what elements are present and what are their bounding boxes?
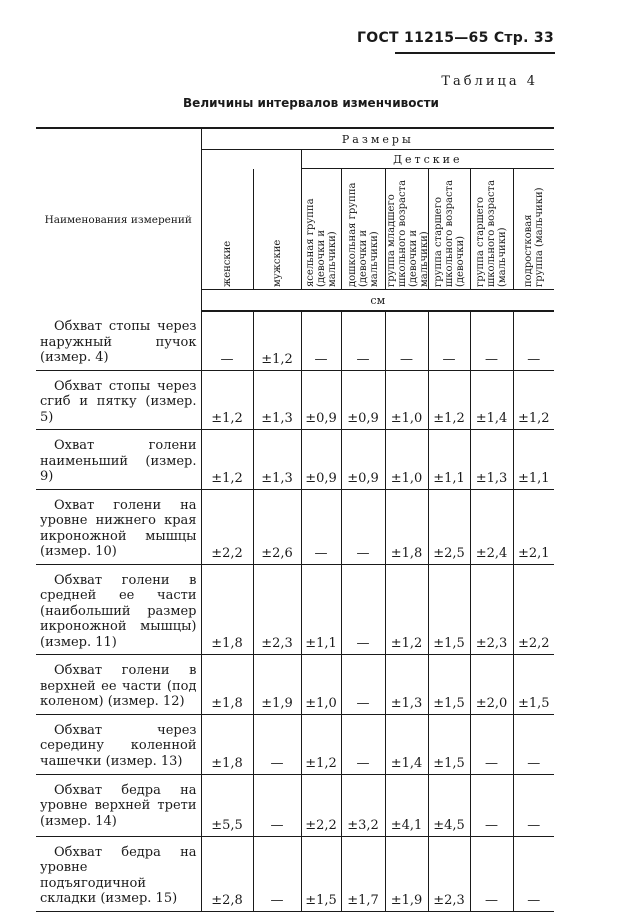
value-cell: — xyxy=(470,311,513,370)
column-header-text: мужские xyxy=(271,239,283,287)
value-cell: ±1,0 xyxy=(385,370,428,430)
value-cell: — xyxy=(253,714,301,774)
value-cell: — xyxy=(513,311,554,370)
value-cell: — xyxy=(341,655,385,715)
value-cell: ±2,6 xyxy=(253,489,301,564)
value-cell: ±1,9 xyxy=(385,836,428,911)
value-cell: ±1,2 xyxy=(301,714,341,774)
column-header-text: женские xyxy=(221,240,233,287)
value-cell: ±4,5 xyxy=(428,774,470,836)
value-cell: — xyxy=(385,311,428,370)
column-header-text: группа младшего школьного возраста (девочки и мальчики) xyxy=(385,179,430,287)
value-cell: ±1,3 xyxy=(253,430,301,490)
measurement-name xyxy=(36,655,201,715)
value-cell: — xyxy=(513,836,554,911)
measurement-name-text: Обхват бедра на уровне верхней трети (измер. 14) xyxy=(40,782,197,829)
value-cell: ±0,9 xyxy=(341,370,385,430)
value-cell: ±1,1 xyxy=(513,430,554,490)
value-cell: ±2,8 xyxy=(201,836,253,911)
value-cell: ±1,2 xyxy=(428,370,470,430)
measurement-name xyxy=(36,430,201,490)
value-cell: ±1,1 xyxy=(301,564,341,655)
value-cell: — xyxy=(470,774,513,836)
value-cell: ±1,7 xyxy=(341,836,385,911)
value-cell: ±1,8 xyxy=(201,655,253,715)
measurement-name-text: Обхват через середину коленной чашечки (измер. 13) xyxy=(40,722,197,769)
column-header xyxy=(201,169,253,290)
value-cell: — xyxy=(513,774,554,836)
value-cell: ±1,5 xyxy=(428,564,470,655)
value-cell: ±1,2 xyxy=(201,430,253,490)
sizes-header: Размеры xyxy=(201,128,554,150)
value-cell: ±1,3 xyxy=(385,655,428,715)
table-row xyxy=(36,311,554,370)
table-container xyxy=(36,127,554,912)
name-column-header xyxy=(36,128,201,311)
value-cell: ±0,9 xyxy=(301,430,341,490)
value-cell: ±1,0 xyxy=(385,430,428,490)
value-cell: — xyxy=(341,311,385,370)
table-row xyxy=(36,774,554,836)
variability-table xyxy=(36,127,554,912)
value-cell: ±2,5 xyxy=(428,489,470,564)
value-cell: — xyxy=(301,311,341,370)
value-cell: ±2,2 xyxy=(201,489,253,564)
value-cell: ±1,4 xyxy=(385,714,428,774)
table-row xyxy=(36,370,554,430)
childrens-header: Детские xyxy=(301,150,554,169)
value-cell: ±1,1 xyxy=(428,430,470,490)
value-cell: ±2,2 xyxy=(513,564,554,655)
value-cell: ±1,4 xyxy=(470,370,513,430)
measurement-name xyxy=(36,564,201,655)
value-cell: ±2,2 xyxy=(301,774,341,836)
table-row xyxy=(36,430,554,490)
value-cell: — xyxy=(341,564,385,655)
table-number: Таблица 4 xyxy=(441,74,538,89)
value-cell: — xyxy=(341,714,385,774)
value-cell: ±1,5 xyxy=(428,714,470,774)
column-header xyxy=(428,169,470,290)
value-cell: ±1,0 xyxy=(301,655,341,715)
value-cell: — xyxy=(253,774,301,836)
page-header: ГОСТ 11215—65 Стр. 33 xyxy=(357,30,554,46)
value-cell: ±1,2 xyxy=(253,311,301,370)
column-header xyxy=(341,169,385,290)
column-header xyxy=(385,169,428,290)
measurement-name xyxy=(36,311,201,370)
value-cell: ±1,9 xyxy=(253,655,301,715)
value-cell: ±0,9 xyxy=(341,430,385,490)
measurement-name-text: Обхват голени в средней ее части (наибольший размер икроножной мышцы) (измер. 11) xyxy=(40,572,197,650)
value-cell: ±2,0 xyxy=(470,655,513,715)
measurement-name-text: Обхват голени в верхней ее части (под коленом) (измер. 12) xyxy=(40,663,197,709)
value-cell: ±3,2 xyxy=(341,774,385,836)
value-cell: — xyxy=(253,836,301,911)
value-cell: ±2,1 xyxy=(513,489,554,564)
table-row xyxy=(36,836,554,911)
value-cell: ±5,5 xyxy=(201,774,253,836)
table-caption: Величины интервалов изменчивости xyxy=(183,96,439,110)
value-cell: ±1,2 xyxy=(201,370,253,430)
unit-header: см xyxy=(201,290,554,312)
measurement-name-text: Обхват стопы через сгиб и пятку (измер. 5) xyxy=(40,378,197,425)
column-header-text: группа старшего школьного возраста (мальчики) xyxy=(475,179,508,287)
column-header xyxy=(301,169,341,290)
measurement-name xyxy=(36,714,201,774)
value-cell: ±1,3 xyxy=(470,430,513,490)
value-cell: — xyxy=(341,489,385,564)
value-cell: ±2,3 xyxy=(470,564,513,655)
measurement-name xyxy=(36,370,201,430)
value-cell: — xyxy=(513,714,554,774)
measurement-name-text: Охват голени наименьший (измер. 9) xyxy=(40,438,197,484)
value-cell: ±1,8 xyxy=(385,489,428,564)
value-cell: — xyxy=(470,836,513,911)
value-cell: ±1,2 xyxy=(385,564,428,655)
column-header xyxy=(470,169,513,290)
value-cell: ±4,1 xyxy=(385,774,428,836)
measurement-name xyxy=(36,489,201,564)
column-header-text: дошкольная группа (девочки и мальчики) xyxy=(346,182,380,287)
column-header-text: группа старшего школьного возраста (девочки) xyxy=(432,179,466,287)
value-cell: — xyxy=(428,311,470,370)
measurement-name xyxy=(36,836,201,911)
table-row xyxy=(36,655,554,715)
column-header-text: подростковая группа (мальчики) xyxy=(522,187,545,287)
value-cell: ±1,5 xyxy=(513,655,554,715)
value-cell: ±1,8 xyxy=(201,564,253,655)
adult-header-spacer xyxy=(201,150,301,169)
value-cell: ±0,9 xyxy=(301,370,341,430)
value-cell: ±1,3 xyxy=(253,370,301,430)
measurement-name xyxy=(36,774,201,836)
column-header xyxy=(513,169,554,290)
table-row xyxy=(36,489,554,564)
column-header xyxy=(253,169,301,290)
table-row xyxy=(36,714,554,774)
value-cell: ±2,3 xyxy=(428,836,470,911)
value-cell: — xyxy=(470,714,513,774)
header-rule xyxy=(395,52,555,54)
value-cell: — xyxy=(201,311,253,370)
value-cell: — xyxy=(301,489,341,564)
measurement-name-text: Обхват стопы через наружный пучок (измер. 4) xyxy=(40,319,197,365)
value-cell: ±1,8 xyxy=(201,714,253,774)
value-cell: ±2,4 xyxy=(470,489,513,564)
value-cell: ±1,2 xyxy=(513,370,554,430)
value-cell: ±2,3 xyxy=(253,564,301,655)
value-cell: ±1,5 xyxy=(428,655,470,715)
column-header-text: ясельная группа (девочки и мальчики) xyxy=(304,198,338,287)
value-cell: ±1,5 xyxy=(301,836,341,911)
name-column-header-text: Наименования измерений xyxy=(44,213,192,226)
measurement-name-text: Обхват бедра на уровне подъягодичной складки (измер. 15) xyxy=(40,844,197,906)
measurement-name-text: Охват голени на уровне нижнего края икроножной мышцы (измер. 10) xyxy=(40,497,197,559)
table-row xyxy=(36,564,554,655)
